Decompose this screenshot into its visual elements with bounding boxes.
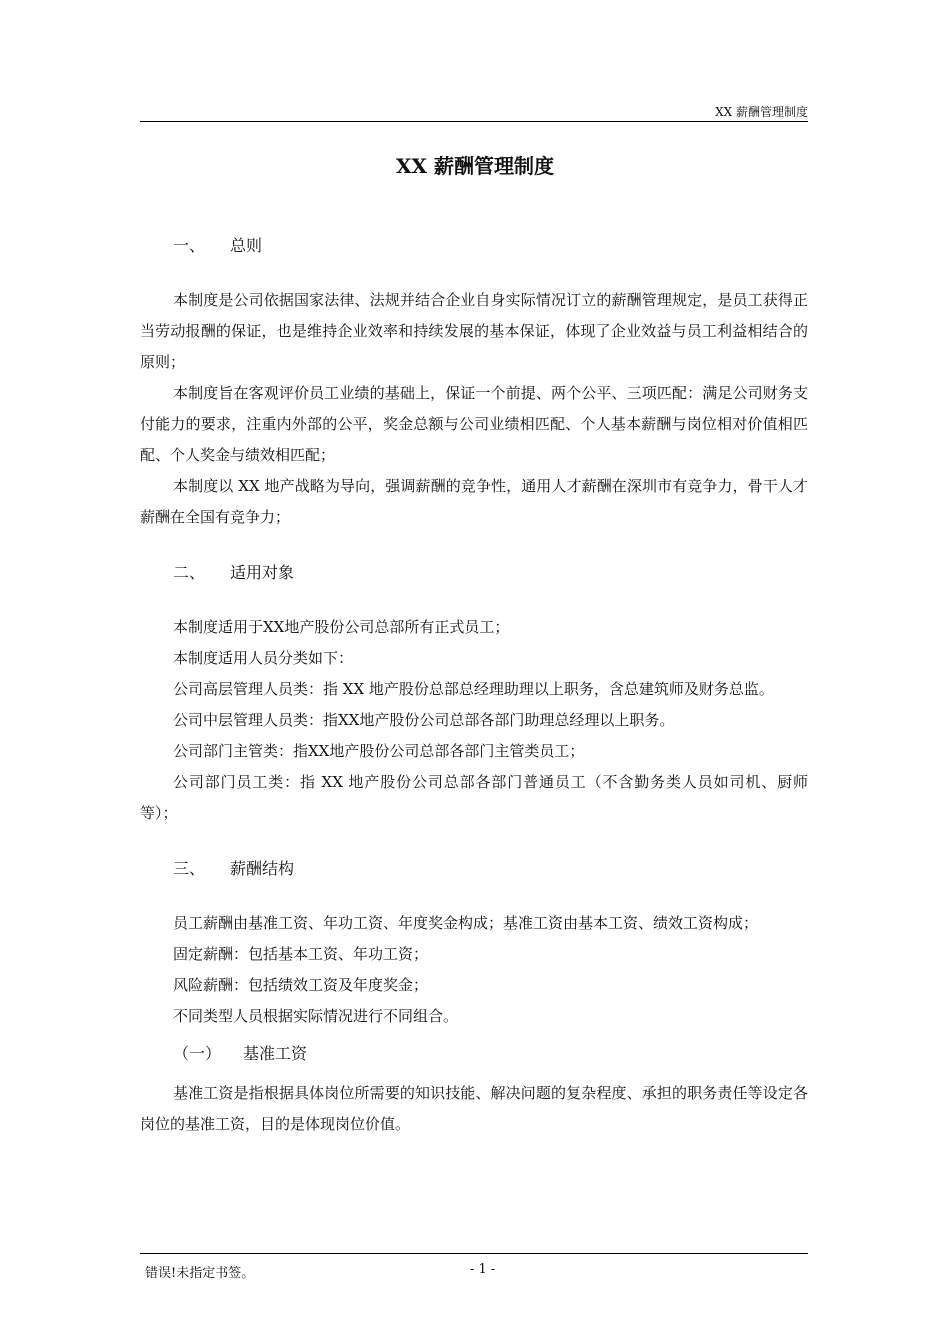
paragraph: 不同类型人员根据实际情况进行不同组合。 xyxy=(173,1007,459,1025)
paragraph: 公司中层管理人员类：指XX地产股份公司总部各部门助理总经理以上职务。 xyxy=(173,711,675,729)
paragraph: 本制度旨在客观评价员工业绩的基础上，保证一个前提、两个公平、三项匹配：满足公司财务支付能力的要求，注重内外部的公平，奖金总额与公司业绩相匹配、个人基本薪酬与岗位相对价值相匹配、个人奖金与绩效相匹配； xyxy=(140,384,808,464)
paragraph: 风险薪酬：包括绩效工资及年度奖金； xyxy=(173,976,429,994)
footer-rule xyxy=(140,1253,808,1254)
section-heading-scope xyxy=(140,557,808,588)
section-heading-salary-structure xyxy=(140,853,808,884)
paragraph: 本制度以 XX 地产战略为导向，强调薪酬的竞争性，通用人才薪酬在深圳市有竞争力，骨干人才薪酬在全国有竞争力； xyxy=(140,477,808,526)
subsection-title: 基准工资 xyxy=(243,1043,308,1063)
section-title: 总则 xyxy=(230,236,263,255)
running-header: XX 薪酬管理制度 xyxy=(715,105,808,119)
paragraph: 本制度是公司依据国家法律、法规并结合企业自身实际情况订立的薪酬管理规定，是员工获得正当劳动报酬的保证，也是维持企业效率和持续发展的基本保证，体现了企业效益与员工利益相结合的原则； xyxy=(140,291,808,371)
section-number: 三、 xyxy=(173,859,206,878)
header-rule xyxy=(140,121,808,122)
paragraph: 基准工资是指根据具体岗位所需要的知识技能、解决问题的复杂程度、承担的职务责任等设定各岗位的基准工资，目的是体现岗位价值。 xyxy=(140,1084,808,1133)
paragraph: 固定薪酬：包括基本工资、年功工资； xyxy=(173,945,429,963)
paragraph: 本制度适用于XX地产股份公司总部所有正式员工； xyxy=(173,618,510,636)
paragraph: 公司部门主管类：指XX地产股份公司总部各部门主管类员工； xyxy=(173,742,585,760)
subsection-heading-base-salary xyxy=(140,1036,808,1070)
section-heading-general xyxy=(140,230,808,261)
section-number: 二、 xyxy=(173,563,206,582)
paragraph: 员工薪酬由基准工资、年功工资、年度奖金构成；基准工资由基本工资、绩效工资构成； xyxy=(173,914,759,932)
paragraph: 公司部门员工类：指 XX 地产股份公司总部各部门普通员工（不含勤务类人员如司机、厨师等）； xyxy=(140,773,808,822)
section-number: 一、 xyxy=(173,236,206,255)
subsection-number: （一） xyxy=(173,1043,222,1063)
page-number: - 1 - xyxy=(470,1262,496,1277)
footer-bookmark-error: 错误!未指定书签。 xyxy=(145,1266,255,1281)
paragraph: 公司高层管理人员类：指 XX 地产股份总部总经理助理以上职务，含总建筑师及财务总监。 xyxy=(173,680,774,698)
document-body xyxy=(140,230,808,1140)
document-title: XX 薪酬管理制度 xyxy=(396,154,554,178)
section-title: 适用对象 xyxy=(230,563,295,582)
paragraph: 本制度适用人员分类如下： xyxy=(173,649,354,667)
section-title: 薪酬结构 xyxy=(230,859,295,878)
